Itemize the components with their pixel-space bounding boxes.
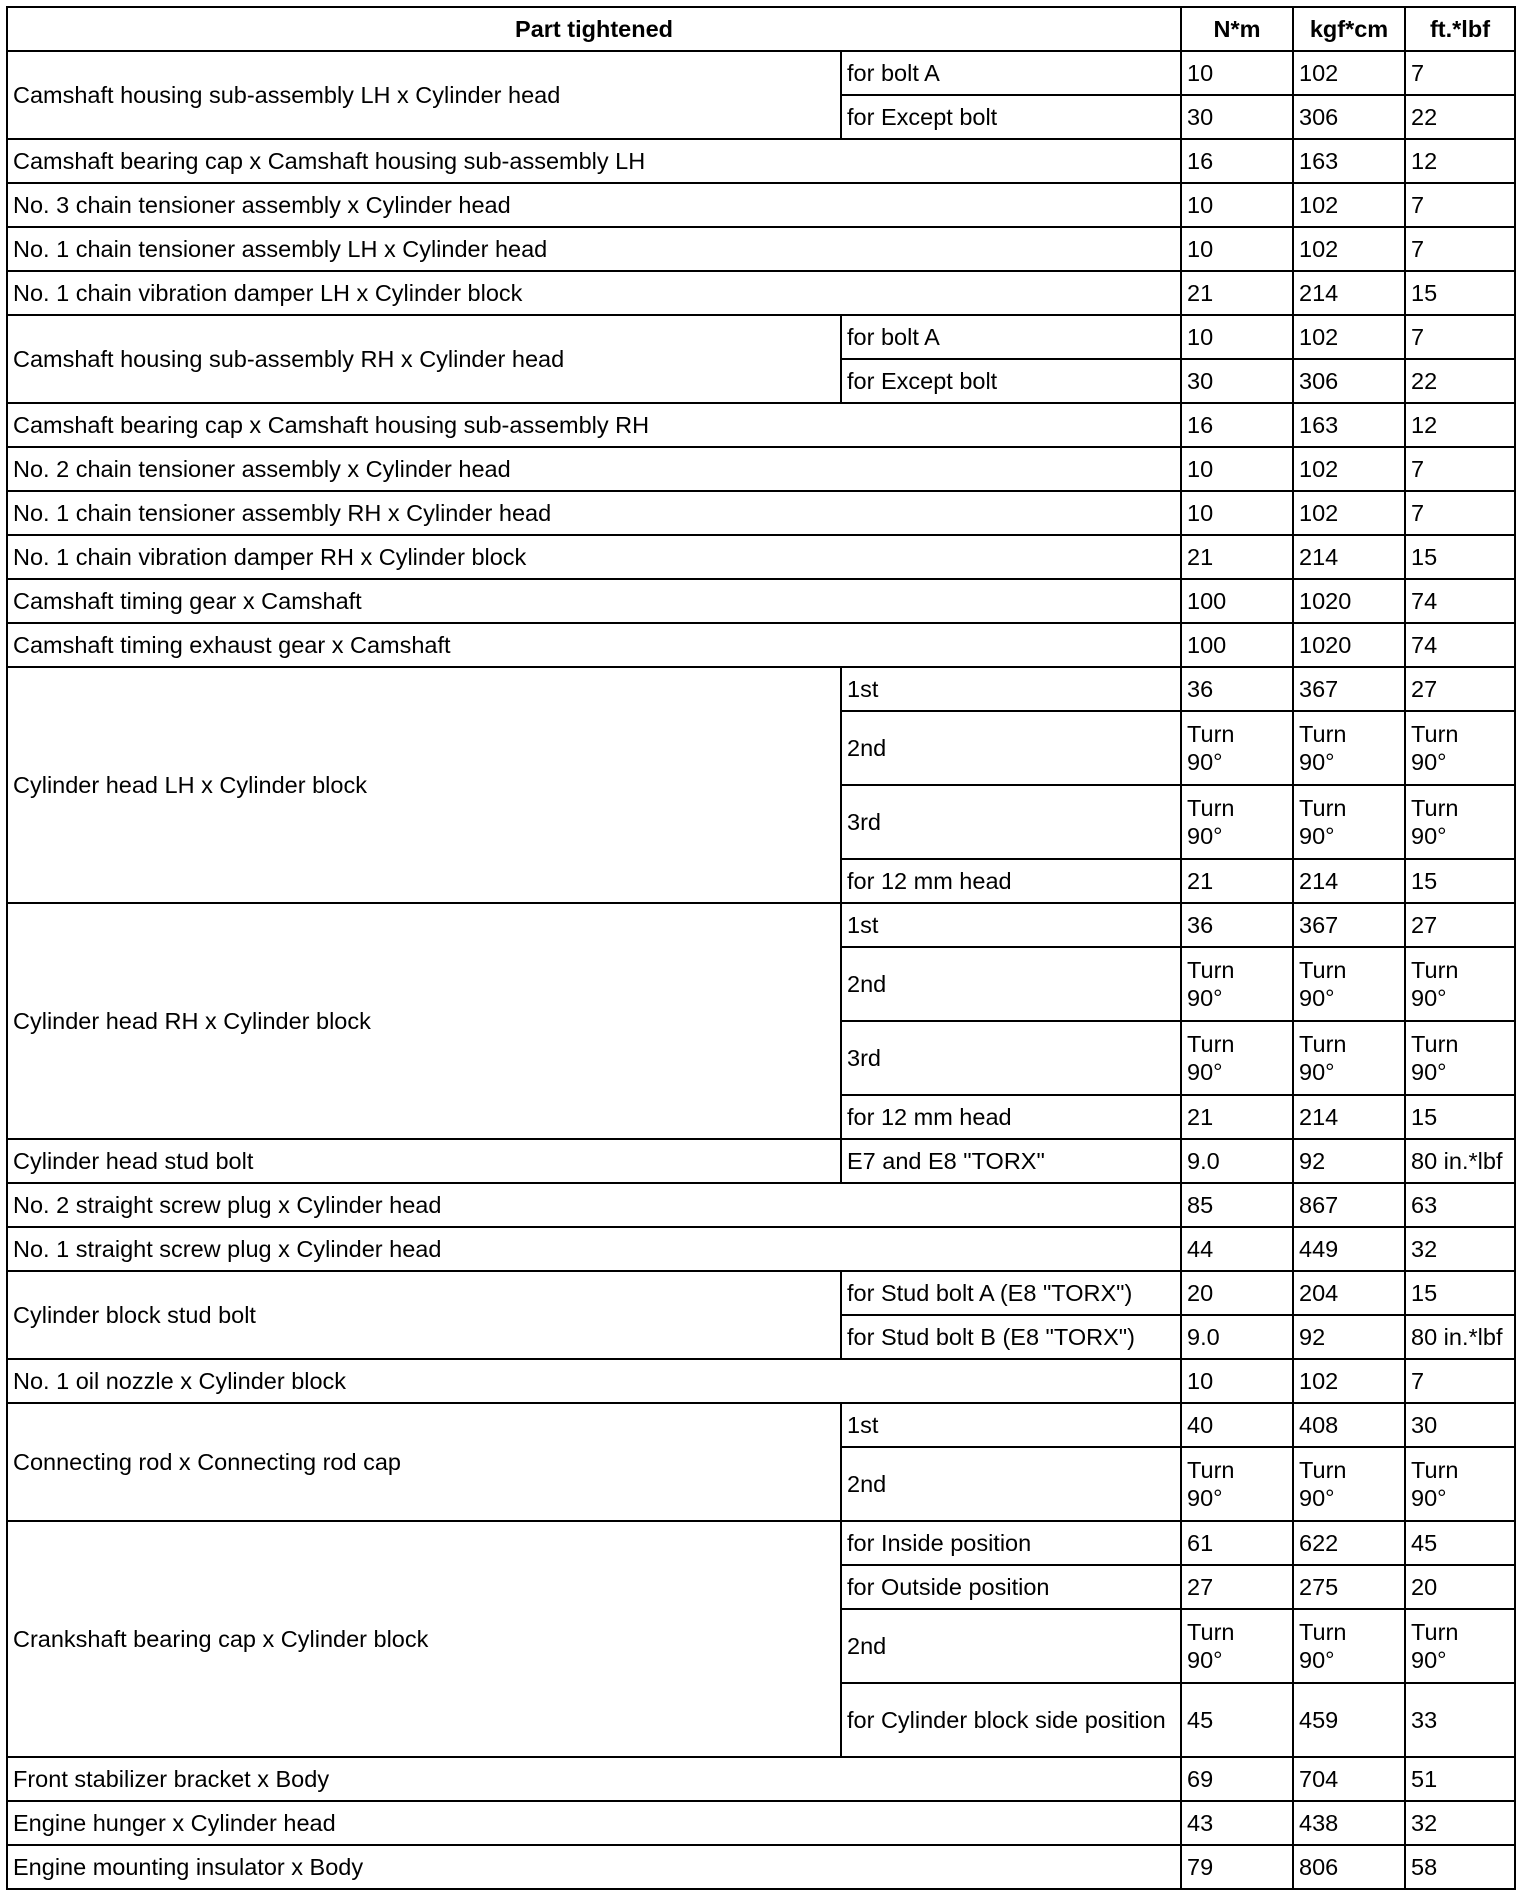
ft-lbf-value-cell: 27 <box>1405 667 1515 711</box>
nm-value-cell: 10 <box>1181 51 1293 95</box>
condition-cell: 3rd <box>841 785 1181 859</box>
part-tightened-cell: Crankshaft bearing cap x Cylinder block <box>7 1521 841 1757</box>
kgf-value-cell: 214 <box>1293 271 1405 315</box>
nm-value-cell: 16 <box>1181 139 1293 183</box>
kgf-value-cell: 204 <box>1293 1271 1405 1315</box>
ft-lbf-value-cell: 15 <box>1405 1271 1515 1315</box>
nm-value-cell: 61 <box>1181 1521 1293 1565</box>
part-tightened-cell: Cylinder head LH x Cylinder block <box>7 667 841 903</box>
kgf-value-cell: 408 <box>1293 1403 1405 1447</box>
table-row <box>7 227 1515 271</box>
nm-value-cell: 10 <box>1181 491 1293 535</box>
nm-value-cell: 10 <box>1181 183 1293 227</box>
ft-lbf-value-cell: Turn 90° <box>1405 1021 1515 1095</box>
ft-lbf-value-cell: 7 <box>1405 491 1515 535</box>
nm-value-cell: 30 <box>1181 95 1293 139</box>
part-tightened-cell: No. 1 chain vibration damper LH x Cylinder block <box>7 271 1181 315</box>
kgf-value-cell: 367 <box>1293 903 1405 947</box>
part-tightened-cell: No. 1 oil nozzle x Cylinder block <box>7 1359 1181 1403</box>
header-ft-lbf: ft.*lbf <box>1405 7 1515 51</box>
part-tightened-cell: Connecting rod x Connecting rod cap <box>7 1403 841 1521</box>
condition-cell: for 12 mm head <box>841 1095 1181 1139</box>
ft-lbf-value-cell: 7 <box>1405 51 1515 95</box>
table-row <box>7 491 1515 535</box>
table-row <box>7 1845 1515 1889</box>
table-row <box>7 1521 1515 1565</box>
kgf-value-cell: Turn 90° <box>1293 947 1405 1021</box>
nm-value-cell: Turn 90° <box>1181 947 1293 1021</box>
kgf-value-cell: 102 <box>1293 183 1405 227</box>
table-row <box>7 1801 1515 1845</box>
part-tightened-cell: Camshaft housing sub-assembly RH x Cylinder head <box>7 315 841 403</box>
condition-cell: 3rd <box>841 1021 1181 1095</box>
table-body <box>7 51 1515 1889</box>
table-row <box>7 315 1515 359</box>
condition-cell: for Outside position <box>841 1565 1181 1609</box>
nm-value-cell: 9.0 <box>1181 1315 1293 1359</box>
kgf-value-cell: 102 <box>1293 1359 1405 1403</box>
kgf-value-cell: 306 <box>1293 359 1405 403</box>
nm-value-cell: 30 <box>1181 359 1293 403</box>
nm-value-cell: 40 <box>1181 1403 1293 1447</box>
ft-lbf-value-cell: 74 <box>1405 579 1515 623</box>
ft-lbf-value-cell: 20 <box>1405 1565 1515 1609</box>
header-row <box>7 7 1515 51</box>
table-row <box>7 1271 1515 1315</box>
kgf-value-cell: 102 <box>1293 447 1405 491</box>
part-tightened-cell: No. 1 chain vibration damper RH x Cylinder block <box>7 535 1181 579</box>
kgf-value-cell: Turn 90° <box>1293 1609 1405 1683</box>
condition-cell: for Except bolt <box>841 95 1181 139</box>
nm-value-cell: 21 <box>1181 859 1293 903</box>
nm-value-cell: Turn 90° <box>1181 1021 1293 1095</box>
kgf-value-cell: 214 <box>1293 859 1405 903</box>
table-row <box>7 667 1515 711</box>
ft-lbf-value-cell: Turn 90° <box>1405 947 1515 1021</box>
kgf-value-cell: Turn 90° <box>1293 1021 1405 1095</box>
condition-cell: 1st <box>841 667 1181 711</box>
condition-cell: for bolt A <box>841 315 1181 359</box>
kgf-value-cell: 306 <box>1293 95 1405 139</box>
ft-lbf-value-cell: 51 <box>1405 1757 1515 1801</box>
part-tightened-cell: No. 1 straight screw plug x Cylinder head <box>7 1227 1181 1271</box>
table-row <box>7 271 1515 315</box>
ft-lbf-value-cell: 80 in.*lbf <box>1405 1139 1515 1183</box>
condition-cell: for Stud bolt B (E8 "TORX") <box>841 1315 1181 1359</box>
nm-value-cell: 21 <box>1181 271 1293 315</box>
condition-cell: 2nd <box>841 711 1181 785</box>
kgf-value-cell: 438 <box>1293 1801 1405 1845</box>
part-tightened-cell: Cylinder block stud bolt <box>7 1271 841 1359</box>
table-row <box>7 1403 1515 1447</box>
kgf-value-cell: 1020 <box>1293 623 1405 667</box>
ft-lbf-value-cell: 63 <box>1405 1183 1515 1227</box>
kgf-value-cell: 92 <box>1293 1139 1405 1183</box>
ft-lbf-value-cell: 32 <box>1405 1227 1515 1271</box>
ft-lbf-value-cell: Turn 90° <box>1405 711 1515 785</box>
condition-cell: 1st <box>841 1403 1181 1447</box>
ft-lbf-value-cell: Turn 90° <box>1405 1609 1515 1683</box>
nm-value-cell: Turn 90° <box>1181 1609 1293 1683</box>
ft-lbf-value-cell: 58 <box>1405 1845 1515 1889</box>
kgf-value-cell: 1020 <box>1293 579 1405 623</box>
part-tightened-cell: Camshaft timing exhaust gear x Camshaft <box>7 623 1181 667</box>
table-row <box>7 623 1515 667</box>
nm-value-cell: 44 <box>1181 1227 1293 1271</box>
part-tightened-cell: No. 1 chain tensioner assembly RH x Cylinder head <box>7 491 1181 535</box>
condition-cell: 2nd <box>841 1447 1181 1521</box>
ft-lbf-value-cell: 7 <box>1405 447 1515 491</box>
kgf-value-cell: 275 <box>1293 1565 1405 1609</box>
kgf-value-cell: 214 <box>1293 535 1405 579</box>
ft-lbf-value-cell: Turn 90° <box>1405 1447 1515 1521</box>
ft-lbf-value-cell: 7 <box>1405 315 1515 359</box>
condition-cell: for 12 mm head <box>841 859 1181 903</box>
torque-spec-table <box>6 6 1516 1890</box>
header-part-tightened: Part tightened <box>7 7 1181 51</box>
ft-lbf-value-cell: 22 <box>1405 95 1515 139</box>
ft-lbf-value-cell: 27 <box>1405 903 1515 947</box>
condition-cell: for Stud bolt A (E8 "TORX") <box>841 1271 1181 1315</box>
ft-lbf-value-cell: 12 <box>1405 403 1515 447</box>
ft-lbf-value-cell: Turn 90° <box>1405 785 1515 859</box>
nm-value-cell: 21 <box>1181 1095 1293 1139</box>
nm-value-cell: 100 <box>1181 579 1293 623</box>
kgf-value-cell: 459 <box>1293 1683 1405 1757</box>
table-row <box>7 1183 1515 1227</box>
nm-value-cell: Turn 90° <box>1181 1447 1293 1521</box>
table-row <box>7 447 1515 491</box>
kgf-value-cell: 163 <box>1293 403 1405 447</box>
table-row <box>7 579 1515 623</box>
ft-lbf-value-cell: 15 <box>1405 535 1515 579</box>
condition-cell: 1st <box>841 903 1181 947</box>
table-row <box>7 51 1515 95</box>
nm-value-cell: 36 <box>1181 667 1293 711</box>
part-tightened-cell: No. 1 chain tensioner assembly LH x Cylinder head <box>7 227 1181 271</box>
kgf-value-cell: 92 <box>1293 1315 1405 1359</box>
torque-spec-sheet <box>6 6 1516 1890</box>
ft-lbf-value-cell: 7 <box>1405 183 1515 227</box>
nm-value-cell: 85 <box>1181 1183 1293 1227</box>
table-row <box>7 183 1515 227</box>
ft-lbf-value-cell: 15 <box>1405 859 1515 903</box>
kgf-value-cell: 102 <box>1293 51 1405 95</box>
part-tightened-cell: Camshaft timing gear x Camshaft <box>7 579 1181 623</box>
condition-cell: for Inside position <box>841 1521 1181 1565</box>
part-tightened-cell: Engine mounting insulator x Body <box>7 1845 1181 1889</box>
nm-value-cell: Turn 90° <box>1181 711 1293 785</box>
ft-lbf-value-cell: 33 <box>1405 1683 1515 1757</box>
table-row <box>7 903 1515 947</box>
header-newton-meter: N*m <box>1181 7 1293 51</box>
nm-value-cell: 79 <box>1181 1845 1293 1889</box>
part-tightened-cell: Camshaft bearing cap x Camshaft housing sub-assembly LH <box>7 139 1181 183</box>
kgf-value-cell: 163 <box>1293 139 1405 183</box>
nm-value-cell: 16 <box>1181 403 1293 447</box>
kgf-value-cell: 102 <box>1293 491 1405 535</box>
kgf-value-cell: 102 <box>1293 227 1405 271</box>
part-tightened-cell: Engine hunger x Cylinder head <box>7 1801 1181 1845</box>
kgf-value-cell: Turn 90° <box>1293 785 1405 859</box>
part-tightened-cell: No. 2 straight screw plug x Cylinder head <box>7 1183 1181 1227</box>
nm-value-cell: 21 <box>1181 535 1293 579</box>
part-tightened-cell: Cylinder head stud bolt <box>7 1139 841 1183</box>
kgf-value-cell: Turn 90° <box>1293 1447 1405 1521</box>
nm-value-cell: 69 <box>1181 1757 1293 1801</box>
part-tightened-cell: No. 2 chain tensioner assembly x Cylinder head <box>7 447 1181 491</box>
ft-lbf-value-cell: 74 <box>1405 623 1515 667</box>
nm-value-cell: 9.0 <box>1181 1139 1293 1183</box>
part-tightened-cell: Camshaft housing sub-assembly LH x Cylinder head <box>7 51 841 139</box>
ft-lbf-value-cell: 15 <box>1405 1095 1515 1139</box>
condition-cell: for Cylinder block side position <box>841 1683 1181 1757</box>
table-row <box>7 1227 1515 1271</box>
ft-lbf-value-cell: 80 in.*lbf <box>1405 1315 1515 1359</box>
nm-value-cell: 27 <box>1181 1565 1293 1609</box>
ft-lbf-value-cell: 22 <box>1405 359 1515 403</box>
table-row <box>7 1359 1515 1403</box>
nm-value-cell: Turn 90° <box>1181 785 1293 859</box>
condition-cell: for bolt A <box>841 51 1181 95</box>
header-kgf-cm: kgf*cm <box>1293 7 1405 51</box>
nm-value-cell: 10 <box>1181 1359 1293 1403</box>
table-row <box>7 1757 1515 1801</box>
ft-lbf-value-cell: 45 <box>1405 1521 1515 1565</box>
table-row <box>7 403 1515 447</box>
ft-lbf-value-cell: 7 <box>1405 1359 1515 1403</box>
ft-lbf-value-cell: 32 <box>1405 1801 1515 1845</box>
kgf-value-cell: 704 <box>1293 1757 1405 1801</box>
nm-value-cell: 20 <box>1181 1271 1293 1315</box>
kgf-value-cell: 806 <box>1293 1845 1405 1889</box>
nm-value-cell: 10 <box>1181 315 1293 359</box>
part-tightened-cell: Front stabilizer bracket x Body <box>7 1757 1181 1801</box>
nm-value-cell: 36 <box>1181 903 1293 947</box>
nm-value-cell: 10 <box>1181 227 1293 271</box>
table-row <box>7 1139 1515 1183</box>
nm-value-cell: 100 <box>1181 623 1293 667</box>
condition-cell: E7 and E8 "TORX" <box>841 1139 1181 1183</box>
kgf-value-cell: 102 <box>1293 315 1405 359</box>
table-row <box>7 139 1515 183</box>
condition-cell: 2nd <box>841 947 1181 1021</box>
table-row <box>7 535 1515 579</box>
kgf-value-cell: 622 <box>1293 1521 1405 1565</box>
ft-lbf-value-cell: 15 <box>1405 271 1515 315</box>
part-tightened-cell: Camshaft bearing cap x Camshaft housing sub-assembly RH <box>7 403 1181 447</box>
condition-cell: for Except bolt <box>841 359 1181 403</box>
ft-lbf-value-cell: 12 <box>1405 139 1515 183</box>
nm-value-cell: 45 <box>1181 1683 1293 1757</box>
kgf-value-cell: 367 <box>1293 667 1405 711</box>
condition-cell: 2nd <box>841 1609 1181 1683</box>
kgf-value-cell: Turn 90° <box>1293 711 1405 785</box>
kgf-value-cell: 449 <box>1293 1227 1405 1271</box>
kgf-value-cell: 214 <box>1293 1095 1405 1139</box>
ft-lbf-value-cell: 7 <box>1405 227 1515 271</box>
kgf-value-cell: 867 <box>1293 1183 1405 1227</box>
nm-value-cell: 43 <box>1181 1801 1293 1845</box>
part-tightened-cell: No. 3 chain tensioner assembly x Cylinder head <box>7 183 1181 227</box>
part-tightened-cell: Cylinder head RH x Cylinder block <box>7 903 841 1139</box>
ft-lbf-value-cell: 30 <box>1405 1403 1515 1447</box>
nm-value-cell: 10 <box>1181 447 1293 491</box>
